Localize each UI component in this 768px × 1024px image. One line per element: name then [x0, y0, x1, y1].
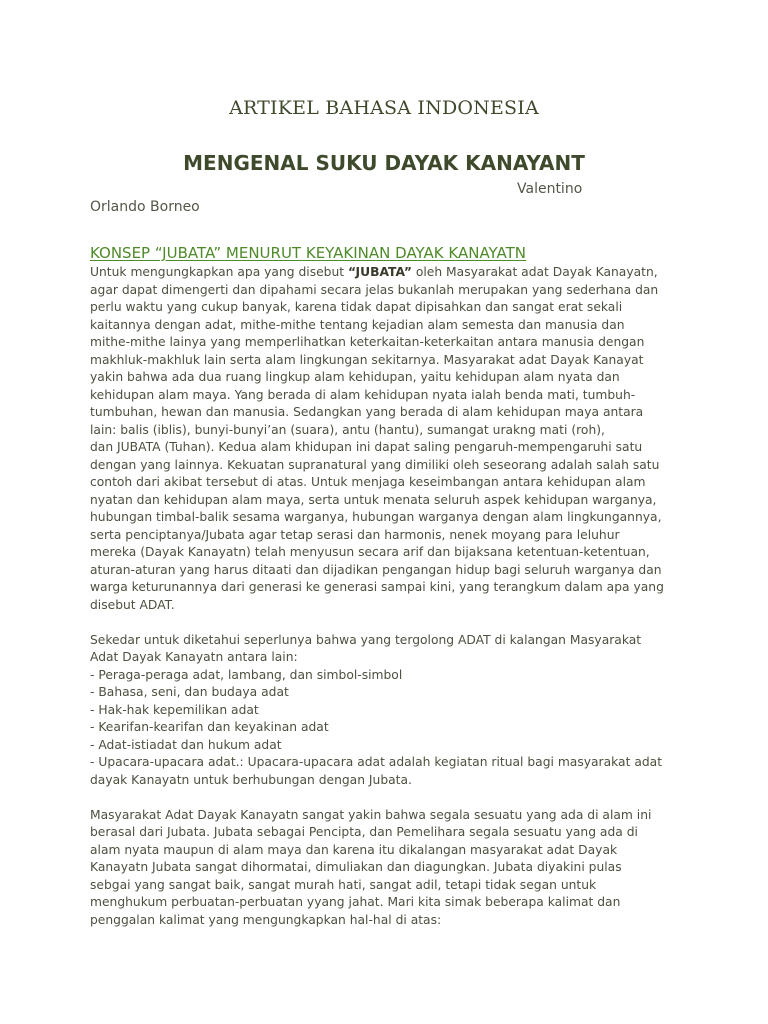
paragraph-line: aturan-aturan yang harus ditaati dan dijadikan pengangan hidup bagi seluruh warganya dan: [90, 562, 662, 577]
paragraph-line: alam nyata maupun di alam maya dan karena itu dikalangan masyarakat adat Dayak: [90, 842, 618, 857]
list-item: - Kearifan-kearifan dan keyakinan adat: [90, 720, 329, 734]
author-first-line: Valentino: [517, 181, 583, 197]
paragraph-line: contoh dari akibat tersebut di atas. Untuk menjaga keseimbangan antara kehidupan alam: [90, 475, 646, 489]
author-second-line: Orlando Borneo: [90, 199, 200, 215]
paragraph-line: mithe-mithe lainya yang memperlihatkan keterkaitan-keterkaitan antara manusia dengan: [90, 335, 645, 349]
paragraph-line: makhluk-makhluk lain serta alam lingkungan sekitarnya. Masyarakat adat Dayak Kanayat: [90, 352, 644, 367]
list-item: - Adat-istiadat dan hukum adat: [90, 737, 282, 752]
paragraph-line: mereka (Dayak Kanayatn) telah menyusun secara arif dan bijaksana ketentuan-ketentuan,: [90, 545, 650, 559]
article-title: ARTIKEL BAHASA INDONESIA: [229, 97, 539, 119]
paragraph-line: serta penciptanya/Jubata agar tetap serasi dan harmonis, nenek moyang para leluhur: [90, 527, 620, 542]
paragraph-adat-list: [90, 632, 690, 790]
paragraph-line: berasal dari Jubata. Jubata sebagai Pencipta, dan Pemelihara segala sesuatu yang ada di: [90, 825, 638, 839]
paragraph-line: Untuk mengungkapkan apa yang disebut “JUBATA” oleh Masyarakat adat Dayak Kanayatn,: [90, 265, 658, 279]
paragraph-line: kaitannya dengan adat, mithe-mithe tentang kejadian alam semesta dan manusia dan: [90, 317, 625, 332]
paragraph-line: menghukum perbuatan-perbuatan yyang jahat. Mari kita simak beberapa kalimat dan: [90, 895, 621, 909]
paragraph-line: Kanayatn Jubata sangat dihormatai, dimuliakan dan diagungkan. Jubata diyakini pulas: [90, 860, 622, 874]
paragraph-line: penggalan kalimat yang mengungkapkan hal-hal di atas:: [90, 912, 442, 927]
paragraph-line: Adat Dayak Kanayatn antara lain:: [90, 650, 298, 664]
paragraph-line: Sekedar untuk diketahui seperlunya bahwa yang tergolong ADAT di kalangan Masyarakat: [90, 632, 642, 647]
jubata-term: “JUBATA”: [348, 265, 412, 279]
paragraph-line: Masyarakat Adat Dayak Kanayatn sangat yakin bahwa segala sesuatu yang ada di alam ini: [90, 807, 652, 822]
paragraph-line: lain: balis (iblis), bunyi-bunyi’an (suara), antu (hantu), sumangat urakng mati (roh),: [90, 422, 605, 437]
article-body: [90, 264, 690, 929]
paragraph-line: hubungan timbal-balik sesama warganya, hubungan warganya dengan alam lingkungannya,: [90, 510, 662, 524]
paragraph-line: nyatan dan kehidupan alam maya, serta untuk menata seluruh aspek kehidupan warganya,: [90, 492, 657, 507]
list-item: - Peraga-peraga adat, lambang, dan simbol-simbol: [90, 667, 403, 682]
list-item: - Upacara-upacara adat.: Upacara-upacara adat adalah kegiatan ritual bagi masyarakat adat: [90, 755, 663, 769]
article-subtitle: MENGENAL SUKU DAYAK KANAYANT: [183, 151, 585, 175]
paragraph-jubata-concept: [90, 264, 690, 614]
paragraph-line: kehidupan alam maya. Yang berada di alam kehidupan nyata ialah benda mati, tumbuh-: [90, 387, 636, 402]
paragraph-line: tumbuhan, hewan dan manusia. Sedangkan yang berada di alam kehidupan maya antara: [90, 405, 644, 419]
list-item: - Bahasa, seni, dan budaya adat: [90, 685, 289, 699]
paragraph-line: dan JUBATA (Tuhan). Kedua alam khidupan ini dapat saling pengaruh-mempengaruhi satu: [90, 440, 643, 454]
list-item: - Hak-hak kepemilikan adat: [90, 702, 259, 717]
paragraph-line: yakin bahwa ada dua ruang lingkup alam kehidupan, yaitu kehidupan alam nyata dan: [90, 370, 620, 384]
paragraph-line: sebgai yang sangat baik, sangat murah hati, sangat adil, tetapi tidak segan untuk: [90, 877, 597, 892]
paragraph-jubata-belief: [90, 807, 690, 930]
paragraph-line: perlu waktu yang cukup banyak, karena tidak dapat dipisahkan dan sangat erat sekali: [90, 300, 623, 314]
paragraph-line: disebut ADAT.: [90, 597, 175, 612]
paragraph-line: warga keturunannya dari generasi ke generasi sampai kini, yang terangkum dalam apa yang: [90, 580, 664, 594]
paragraph-line: dengan yang lainnya. Kekuatan supranatural yang dimiliki oleh seseorang adalah salah satu: [90, 457, 660, 472]
section-heading: KONSEP “JUBATA” MENURUT KEYAKINAN DAYAK KANAYATN: [90, 244, 527, 262]
paragraph-line: dayak Kanayatn untuk berhubungan dengan Jubata.: [90, 772, 412, 787]
paragraph-line: agar dapat dimengerti dan dipahami secara jelas bukanlah merupakan yang sederhana dan: [90, 282, 659, 297]
